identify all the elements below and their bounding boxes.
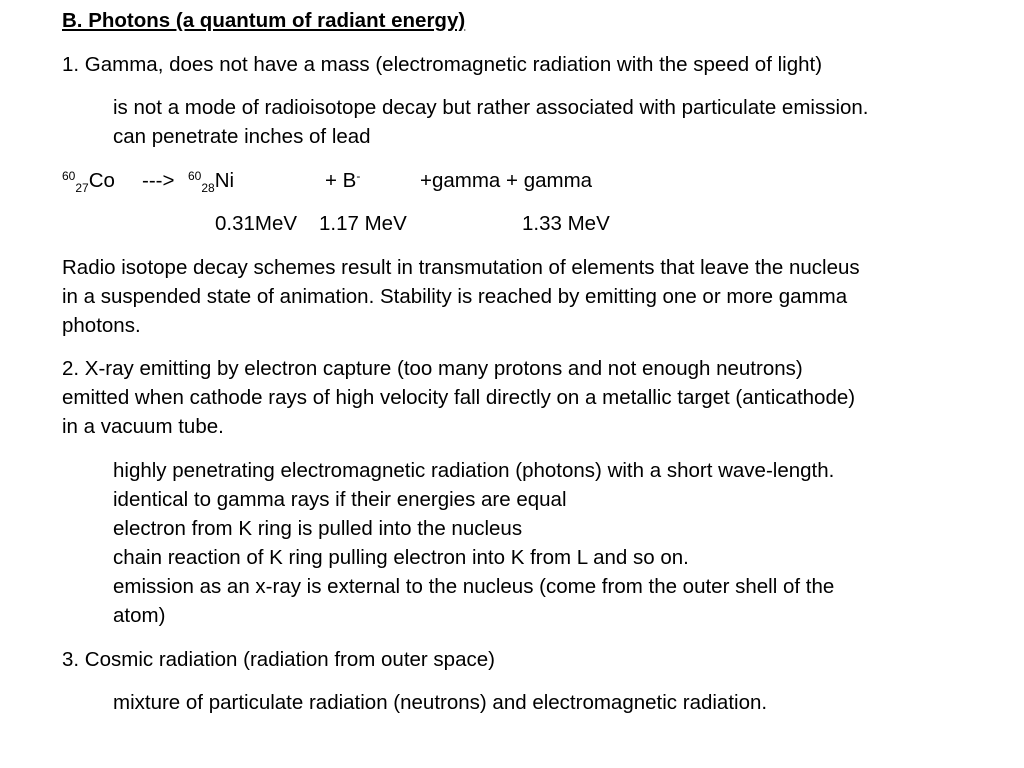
section-2-bullet: emission as an x-ray is external to the nucleus (come from the outer shell of the bbox=[113, 575, 835, 598]
beta-charge: - bbox=[356, 169, 361, 183]
section-2-intro-line: 2. X-ray emitting by electron capture (too many protons and not enough neutrons) bbox=[62, 357, 803, 380]
section-2-intro-line: in a vacuum tube. bbox=[62, 415, 224, 438]
cobalt-symbol: Co bbox=[88, 169, 115, 192]
cobalt-mass-number: 60 bbox=[62, 169, 76, 183]
cobalt-atomic-number: 27 bbox=[75, 181, 89, 195]
section-3-bullet: mixture of particulate radiation (neutrons) and electromagnetic radiation. bbox=[113, 691, 768, 714]
section-2-bullet: highly penetrating electromagnetic radiation (photons) with a short wave-length. bbox=[113, 459, 835, 482]
equation-beta bbox=[325, 166, 360, 195]
energy-beta: 0.31MeV bbox=[215, 212, 298, 235]
section-2-intro-line: emitted when cathode rays of high velocity fall directly on a metallic target (anticathode) bbox=[62, 386, 856, 409]
decay-paragraph-line: photons. bbox=[62, 314, 141, 337]
beta-symbol: + B bbox=[325, 169, 357, 192]
equation-gammas: +gamma + gamma bbox=[420, 169, 593, 192]
section-1-bullet: can penetrate inches of lead bbox=[113, 125, 371, 148]
nickel-symbol: Ni bbox=[214, 169, 235, 192]
nickel-atomic-number: 28 bbox=[201, 181, 215, 195]
nickel-mass-number: 60 bbox=[188, 169, 202, 183]
section-3-intro: 3. Cosmic radiation (radiation from outer space) bbox=[62, 648, 495, 671]
energy-gamma-2: 1.33 MeV bbox=[522, 212, 610, 235]
section-1-intro: 1. Gamma, does not have a mass (electromagnetic radiation with the speed of light) bbox=[62, 53, 823, 76]
decay-paragraph-line: in a suspended state of animation. Stability is reached by emitting one or more gamma bbox=[62, 285, 848, 308]
equation-arrow: ---> bbox=[142, 169, 175, 192]
section-2-bullet: identical to gamma rays if their energies are equal bbox=[113, 488, 567, 511]
section-2-bullet: atom) bbox=[113, 604, 166, 627]
page-title: B. Photons (a quantum of radiant energy) bbox=[62, 9, 466, 32]
section-2-bullet: chain reaction of K ring pulling electron into K from L and so on. bbox=[113, 546, 689, 569]
equation-cobalt bbox=[62, 166, 115, 195]
section-1-bullet: is not a mode of radioisotope decay but rather associated with particulate emission. bbox=[113, 96, 869, 119]
section-2-bullet: electron from K ring is pulled into the nucleus bbox=[113, 517, 523, 540]
equation-nickel bbox=[188, 166, 234, 195]
decay-paragraph-line: Radio isotope decay schemes result in transmutation of elements that leave the nucleus bbox=[62, 256, 860, 279]
energy-gamma-1: 1.17 MeV bbox=[319, 212, 407, 235]
